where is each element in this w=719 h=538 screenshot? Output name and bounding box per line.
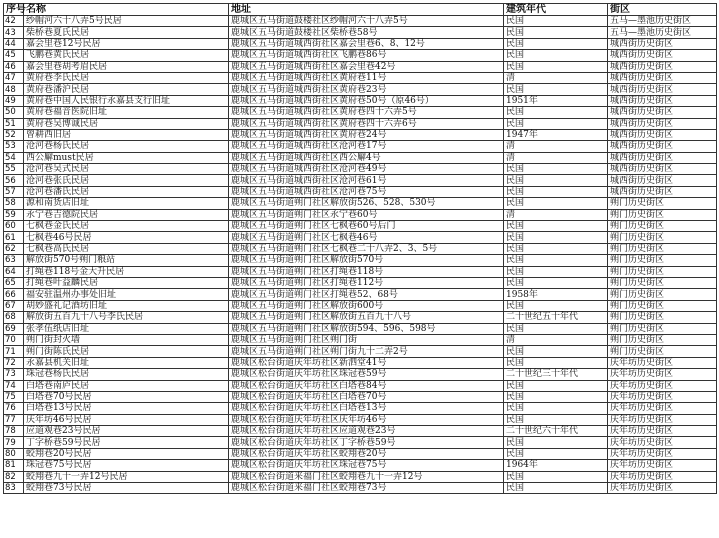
cell-no: 54: [4, 152, 24, 163]
cell-no: 69: [4, 323, 24, 334]
cell-address: 鹿城区松台街道庆年坊社区蛟翔巷20号: [229, 448, 504, 459]
cell-name: 白塔巷70号民居: [24, 391, 229, 402]
cell-no: 44: [4, 38, 24, 49]
cell-no: 80: [4, 448, 24, 459]
cell-address: 鹿城区五马街道城西街社区西公廨4号: [229, 152, 504, 163]
cell-era: 民国: [504, 186, 608, 197]
cell-era: 民国: [504, 346, 608, 357]
cell-era: 民国: [504, 164, 608, 175]
header-era: 建筑年代: [504, 4, 608, 16]
cell-era: 民国: [504, 471, 608, 482]
cell-name: 沧河巷吴式民居: [24, 164, 229, 175]
cell-name: 七枫巷46号民居: [24, 232, 229, 243]
heritage-buildings-table: [3, 3, 717, 494]
cell-area: 城西街历史街区: [608, 61, 717, 72]
cell-era: 清: [504, 72, 608, 83]
cell-era: 民国: [504, 300, 608, 311]
cell-no: 75: [4, 391, 24, 402]
cell-address: 鹿城区五马街道城西街社区黄府巷四十六弄5号: [229, 107, 504, 118]
cell-area: 庆年坊历史街区: [608, 357, 717, 368]
cell-name: 沧河巷杨氏民居: [24, 141, 229, 152]
cell-address: 鹿城区五马街道城西街社区沧河巷17号: [229, 141, 504, 152]
cell-era: 民国: [504, 118, 608, 129]
cell-address: 鹿城区松台街道来福门社区蛟翔巷九十一弄12号: [229, 471, 504, 482]
cell-era: 1958年: [504, 289, 608, 300]
table-row: [4, 403, 717, 414]
cell-name: 沧河巷潘氏民居: [24, 186, 229, 197]
cell-address: 鹿城区五马街道朔门社区七枫巷60号后门: [229, 221, 504, 232]
cell-no: 60: [4, 221, 24, 232]
table-row: [4, 27, 717, 38]
cell-era: 民国: [504, 107, 608, 118]
cell-no: 77: [4, 414, 24, 425]
cell-address: 鹿城区五马街道城西街社区沧河巷61号: [229, 175, 504, 186]
cell-era: 民国: [504, 175, 608, 186]
header-area: 街区: [608, 4, 717, 16]
cell-no: 49: [4, 95, 24, 106]
cell-name: 永嘉县机关旧址: [24, 357, 229, 368]
table-row: [4, 243, 717, 254]
cell-area: 朔门历史街区: [608, 300, 717, 311]
cell-era: 民国: [504, 414, 608, 425]
cell-area: 城西街历史街区: [608, 95, 717, 106]
table-row: [4, 164, 717, 175]
header-address: 地址: [229, 4, 504, 16]
cell-area: 朔门历史街区: [608, 255, 717, 266]
cell-address: 鹿城区五马街道朔门社区七枫巷46号: [229, 232, 504, 243]
cell-no: 47: [4, 72, 24, 83]
table-row: [4, 448, 717, 459]
cell-era: 清: [504, 152, 608, 163]
cell-name: 珠冠巷75号民居: [24, 460, 229, 471]
cell-name: 打绳巷叶益麟民居: [24, 277, 229, 288]
cell-name: 应道观巷23号民居: [24, 426, 229, 437]
cell-area: 庆年坊历史街区: [608, 426, 717, 437]
cell-address: 鹿城区五马街道鼓楼社区柴桥巷58号: [229, 27, 504, 38]
cell-name: 白塔巷13号民居: [24, 403, 229, 414]
cell-area: 庆年坊历史街区: [608, 380, 717, 391]
cell-era: 民国: [504, 50, 608, 61]
cell-no: 67: [4, 300, 24, 311]
cell-name: 白塔巷南庐民居: [24, 380, 229, 391]
cell-era: 民国: [504, 266, 608, 277]
table-row: [4, 84, 717, 95]
table-row: [4, 323, 717, 334]
cell-name: 沧河巷张氏民居: [24, 175, 229, 186]
cell-era: 民国: [504, 232, 608, 243]
cell-area: 朔门历史街区: [608, 312, 717, 323]
cell-address: 鹿城区松台街道庆年坊社区白塔巷70号: [229, 391, 504, 402]
cell-area: 朔门历史街区: [608, 334, 717, 345]
cell-address: 鹿城区松台街道庆年坊社区丁字桥巷59号: [229, 437, 504, 448]
table-row: [4, 221, 717, 232]
cell-area: 庆年坊历史街区: [608, 483, 717, 494]
cell-era: 民国: [504, 38, 608, 49]
cell-name: 嘉会里巷胡考眉民居: [24, 61, 229, 72]
cell-name: 七枫巷高氏民居: [24, 243, 229, 254]
table-row: [4, 152, 717, 163]
cell-area: 朔门历史街区: [608, 221, 717, 232]
cell-address: 鹿城区五马街道朔门社区朔门街: [229, 334, 504, 345]
cell-name: 黄府巷中国人民银行永嘉县支行旧址: [24, 95, 229, 106]
cell-area: 朔门历史街区: [608, 266, 717, 277]
cell-area: 城西街历史街区: [608, 84, 717, 95]
table-row: [4, 72, 717, 83]
cell-address: 鹿城区五马街道朔门社区打绳巷52、68号: [229, 289, 504, 300]
cell-no: 43: [4, 27, 24, 38]
table-row: [4, 16, 717, 27]
cell-name: 柴桥巷夏氏民居: [24, 27, 229, 38]
cell-address: 鹿城区松台街道庆年坊社区珠冠巷59号: [229, 369, 504, 380]
cell-name: 曾耕西旧居: [24, 129, 229, 140]
cell-name: 解放街570号朔门粮站: [24, 255, 229, 266]
cell-address: 鹿城区松台街道庆年坊社区庆年坊46号: [229, 414, 504, 425]
cell-address: 鹿城区五马街道城西街社区沧河巷49号: [229, 164, 504, 175]
cell-era: 民国: [504, 380, 608, 391]
cell-era: 民国: [504, 483, 608, 494]
cell-address: 鹿城区松台街道庆年坊社区白塔巷13号: [229, 403, 504, 414]
table-row: [4, 414, 717, 425]
cell-address: 鹿城区五马街道朔门社区七枫巷二十八弄2、3、5号: [229, 243, 504, 254]
cell-no: 83: [4, 483, 24, 494]
table-row: [4, 186, 717, 197]
cell-area: 庆年坊历史街区: [608, 369, 717, 380]
table-row: [4, 61, 717, 72]
cell-name: 蛟翔巷20号民居: [24, 448, 229, 459]
cell-no: 73: [4, 369, 24, 380]
cell-address: 鹿城区五马街道城西街社区黄府巷四十六弄6号: [229, 118, 504, 129]
cell-area: 五马—墨池历史街区: [608, 16, 717, 27]
table-row: [4, 346, 717, 357]
table-row: [4, 300, 717, 311]
cell-no: 62: [4, 243, 24, 254]
cell-no: 64: [4, 266, 24, 277]
cell-address: 鹿城区五马街道城西街社区飞鹏巷86号: [229, 50, 504, 61]
cell-no: 74: [4, 380, 24, 391]
cell-area: 庆年坊历史街区: [608, 448, 717, 459]
cell-address: 鹿城区五马街道朔门社区朔门街九十二弄2号: [229, 346, 504, 357]
cell-address: 鹿城区五马街道朔门社区解放街526、528、530号: [229, 198, 504, 209]
table-row: [4, 312, 717, 323]
cell-no: 58: [4, 198, 24, 209]
table-row: [4, 277, 717, 288]
cell-no: 51: [4, 118, 24, 129]
cell-area: 朔门历史街区: [608, 232, 717, 243]
cell-address: 鹿城区五马街道城西街社区黄府巷50号（原46号）: [229, 95, 504, 106]
cell-area: 城西街历史街区: [608, 107, 717, 118]
cell-name: 源和南货店旧址: [24, 198, 229, 209]
cell-area: 五马—墨池历史街区: [608, 27, 717, 38]
cell-no: 79: [4, 437, 24, 448]
cell-no: 63: [4, 255, 24, 266]
cell-era: 民国: [504, 243, 608, 254]
cell-era: 民国: [504, 403, 608, 414]
cell-name: 永宁巷吉德院民居: [24, 209, 229, 220]
cell-address: 鹿城区五马街道朔门社区打绳巷112号: [229, 277, 504, 288]
cell-no: 50: [4, 107, 24, 118]
cell-name: 嘉会里巷12号民居: [24, 38, 229, 49]
table-row: [4, 198, 717, 209]
cell-address: 鹿城区五马街道城西街社区沧河巷75号: [229, 186, 504, 197]
table-row: [4, 426, 717, 437]
cell-no: 70: [4, 334, 24, 345]
table-row: [4, 471, 717, 482]
cell-address: 鹿城区五马街道城西街社区黄府巷24号: [229, 129, 504, 140]
table-row: [4, 95, 717, 106]
table-row: [4, 107, 717, 118]
cell-name: 黄府巷福音医院旧址: [24, 107, 229, 118]
cell-era: 民国: [504, 255, 608, 266]
cell-area: 城西街历史街区: [608, 152, 717, 163]
cell-era: 1947年: [504, 129, 608, 140]
cell-name: 纱帽河六十八弄5号民居: [24, 16, 229, 27]
cell-era: 民国: [504, 323, 608, 334]
cell-address: 鹿城区五马街道朔门社区解放街570号: [229, 255, 504, 266]
cell-no: 66: [4, 289, 24, 300]
cell-area: 城西街历史街区: [608, 118, 717, 129]
cell-area: 城西街历史街区: [608, 38, 717, 49]
cell-address: 鹿城区五马街道朔门社区打绳巷118号: [229, 266, 504, 277]
table-row: [4, 289, 717, 300]
cell-era: 民国: [504, 61, 608, 72]
table-row: [4, 50, 717, 61]
cell-no: 81: [4, 460, 24, 471]
cell-no: 65: [4, 277, 24, 288]
cell-era: 二十世纪五十年代: [504, 312, 608, 323]
cell-address: 鹿城区松台街道庆年坊社区应道观巷23号: [229, 426, 504, 437]
cell-area: 城西街历史街区: [608, 175, 717, 186]
cell-name: 朔门街陈氏民居: [24, 346, 229, 357]
cell-name: 朔门街封火墙: [24, 334, 229, 345]
table-row: [4, 255, 717, 266]
cell-era: 民国: [504, 84, 608, 95]
cell-address: 鹿城区五马街道城西街社区嘉会里巷42号: [229, 61, 504, 72]
cell-address: 鹿城区五马街道鼓楼社区纱帽河六十八弄5号: [229, 16, 504, 27]
cell-address: 鹿城区松台街道庆年坊社区新泗堂41号: [229, 357, 504, 368]
table-row: [4, 118, 717, 129]
cell-no: 82: [4, 471, 24, 482]
cell-address: 鹿城区五马街道城西街社区黄府巷23号: [229, 84, 504, 95]
cell-name: 黄府巷李氏民居: [24, 72, 229, 83]
table-row: [4, 266, 717, 277]
cell-no: 45: [4, 50, 24, 61]
cell-area: 朔门历史街区: [608, 198, 717, 209]
cell-name: 胡妙盛礼记酒坊旧址: [24, 300, 229, 311]
cell-address: 鹿城区松台街道庆年坊社区白塔巷84号: [229, 380, 504, 391]
cell-name: 福安驻温州办事处旧址: [24, 289, 229, 300]
cell-name: 珠冠巷杨氏民居: [24, 369, 229, 380]
cell-era: 民国: [504, 16, 608, 27]
cell-area: 朔门历史街区: [608, 277, 717, 288]
table-row: [4, 460, 717, 471]
cell-no: 61: [4, 232, 24, 243]
table-row: [4, 334, 717, 345]
cell-no: 56: [4, 175, 24, 186]
cell-name: 张孝伍纸店旧址: [24, 323, 229, 334]
cell-no: 55: [4, 164, 24, 175]
header-no: 序号: [4, 4, 24, 16]
cell-area: 城西街历史街区: [608, 129, 717, 140]
table-row: [4, 391, 717, 402]
cell-no: 76: [4, 403, 24, 414]
cell-era: 民国: [504, 437, 608, 448]
cell-area: 朔门历史街区: [608, 209, 717, 220]
cell-era: 1964年: [504, 460, 608, 471]
cell-era: 清: [504, 209, 608, 220]
cell-area: 朔门历史街区: [608, 289, 717, 300]
cell-era: 民国: [504, 221, 608, 232]
cell-area: 朔门历史街区: [608, 323, 717, 334]
cell-no: 42: [4, 16, 24, 27]
cell-name: 黄府巷吴博诚民居: [24, 118, 229, 129]
table-row: [4, 141, 717, 152]
cell-era: 民国: [504, 27, 608, 38]
cell-name: 打绳巷118号金大升民居: [24, 266, 229, 277]
cell-name: 西公廨must民居: [24, 152, 229, 163]
cell-no: 59: [4, 209, 24, 220]
cell-no: 72: [4, 357, 24, 368]
table-row: [4, 357, 717, 368]
cell-era: 民国: [504, 357, 608, 368]
cell-name: 蛟翔巷73号民居: [24, 483, 229, 494]
cell-address: 鹿城区五马街道城西街社区黄府巷11号: [229, 72, 504, 83]
header-name: 名称: [24, 4, 229, 16]
cell-no: 48: [4, 84, 24, 95]
cell-address: 鹿城区五马街道城西街社区嘉会里巷6、8、12号: [229, 38, 504, 49]
cell-era: 二十世纪三十年代: [504, 369, 608, 380]
cell-area: 庆年坊历史街区: [608, 437, 717, 448]
cell-area: 城西街历史街区: [608, 72, 717, 83]
cell-no: 71: [4, 346, 24, 357]
table-row: [4, 483, 717, 494]
cell-era: 民国: [504, 391, 608, 402]
table-row: [4, 232, 717, 243]
cell-no: 78: [4, 426, 24, 437]
cell-no: 53: [4, 141, 24, 152]
cell-area: 城西街历史街区: [608, 50, 717, 61]
cell-address: 鹿城区五马街道朔门社区解放街五百九十八号: [229, 312, 504, 323]
cell-address: 鹿城区松台街道来福门社区蛟翔巷73号: [229, 483, 504, 494]
cell-area: 城西街历史街区: [608, 141, 717, 152]
cell-era: 民国: [504, 277, 608, 288]
cell-area: 城西街历史街区: [608, 186, 717, 197]
cell-name: 蛟翔巷九十一弄12号民居: [24, 471, 229, 482]
cell-area: 庆年坊历史街区: [608, 391, 717, 402]
cell-area: 庆年坊历史街区: [608, 460, 717, 471]
cell-area: 庆年坊历史街区: [608, 471, 717, 482]
cell-area: 城西街历史街区: [608, 164, 717, 175]
cell-no: 68: [4, 312, 24, 323]
cell-name: 飞鹏巷黄氏民居: [24, 50, 229, 61]
cell-name: 黄府巷潘沪民居: [24, 84, 229, 95]
cell-no: 46: [4, 61, 24, 72]
cell-era: 1951年: [504, 95, 608, 106]
cell-address: 鹿城区松台街道庆年坊社区珠冠巷75号: [229, 460, 504, 471]
cell-era: 二十世纪六十年代: [504, 426, 608, 437]
table-row: [4, 380, 717, 391]
cell-area: 朔门历史街区: [608, 243, 717, 254]
cell-era: 民国: [504, 448, 608, 459]
cell-area: 庆年坊历史街区: [608, 414, 717, 425]
table-row: [4, 209, 717, 220]
cell-name: 解放街五百九十八号李氏民居: [24, 312, 229, 323]
cell-no: 52: [4, 129, 24, 140]
table-row: [4, 38, 717, 49]
table-body: [4, 16, 717, 494]
cell-name: 庆年坊46号民居: [24, 414, 229, 425]
cell-area: 朔门历史街区: [608, 346, 717, 357]
table-header-row: [4, 4, 717, 16]
cell-area: 庆年坊历史街区: [608, 403, 717, 414]
table-row: [4, 369, 717, 380]
cell-era: 民国: [504, 198, 608, 209]
table-row: [4, 129, 717, 140]
cell-address: 鹿城区五马街道朔门社区永宁巷60号: [229, 209, 504, 220]
table-row: [4, 175, 717, 186]
cell-name: 七枫巷金氏民居: [24, 221, 229, 232]
cell-era: 清: [504, 334, 608, 345]
cell-name: 丁字桥巷59号民居: [24, 437, 229, 448]
cell-era: 清: [504, 141, 608, 152]
cell-no: 57: [4, 186, 24, 197]
cell-address: 鹿城区五马街道朔门社区解放街600号: [229, 300, 504, 311]
cell-address: 鹿城区五马街道朔门社区解放街594、596、598号: [229, 323, 504, 334]
table-row: [4, 437, 717, 448]
